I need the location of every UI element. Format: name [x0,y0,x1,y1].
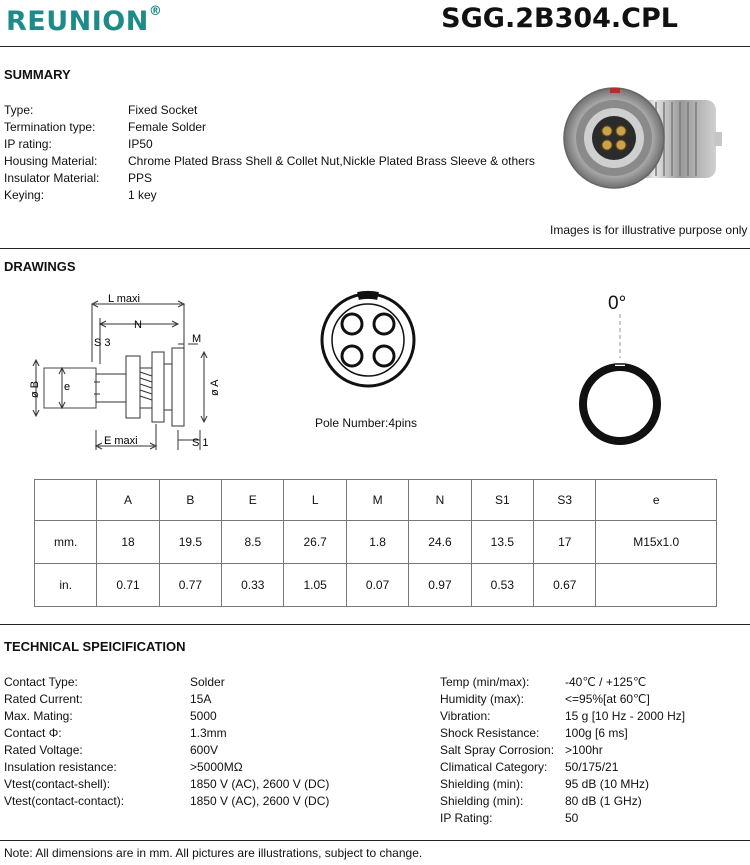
spec-left-value: 1850 V (AC), 2600 V (DC) [190,794,330,808]
table-cell: 17 [534,521,596,564]
spec-left-value: 600V [190,743,219,757]
registered-mark: ® [148,4,163,19]
spec-right-label: IP Rating: [440,811,493,825]
table-header-cell [35,480,97,521]
summary-divider [0,248,750,249]
table-cell: 0.97 [409,564,471,607]
table-header-cell: S3 [534,480,596,521]
spec-left-value: 1850 V (AC), 2600 V (DC) [190,777,330,791]
image-caption: Images is for illustrative purpose only [550,223,748,237]
spec-right-label: Salt Spray Corrosion: [440,743,555,757]
spec-left-label: Insulation resistance: [4,760,117,774]
spec-right-value: 50 [565,811,579,825]
summary-label: Type: [4,103,34,117]
e-label: e [64,381,71,393]
table-row [35,564,717,607]
footer-note: Note: All dimensions are in mm. All pictures are illustrations, subject to change. [4,846,423,860]
spec-left-value: 1.3mm [190,726,227,740]
e-maxi-label: E maxi [104,435,138,447]
table-cell: 0.67 [534,564,596,607]
summary-label: Termination type: [4,120,96,134]
spec-right-label: Shielding (min): [440,777,524,791]
table-header-cell: S1 [471,480,533,521]
table-header-cell: L [284,480,346,521]
table-cell: 19.5 [159,521,221,564]
spec-right-value: -40℃ / +125℃ [565,675,647,689]
brand-name: REUNION [6,6,149,37]
summary-value: PPS [128,171,153,185]
drawings-title: DRAWINGS [4,259,76,274]
spec-right-value: 80 dB (1 GHz) [565,794,642,808]
keying-ring-drawing [570,310,670,460]
drawings-divider [0,624,750,625]
summary-value: 1 key [128,188,157,202]
l-maxi-label: L maxi [108,293,140,305]
n-label: N [134,319,142,331]
side-view-drawing [28,290,238,460]
spec-right-value: <=95%[at 60℃] [565,692,650,706]
table-cell: 0.77 [159,564,221,607]
table-header-cell: M [346,480,408,521]
summary-value: Female Solder [128,120,207,134]
spec-right-value: >100hr [565,743,603,757]
summary-label: Insulator Material: [4,171,100,185]
table-header-cell: B [159,480,221,521]
table-header-cell: N [409,480,471,521]
table-cell: 8.5 [222,521,284,564]
s1-label: S 1 [192,437,209,449]
spec-left-label: Contact Type: [4,675,78,689]
dimensions-table [34,479,717,607]
table-header-cell: e [596,480,717,521]
summary-value: Chrome Plated Brass Shell & Collet Nut,Nickle Plated Brass Sleeve & others [128,154,535,168]
table-cell: 24.6 [409,521,471,564]
header-divider [0,46,750,47]
summary-label: Keying: [4,188,45,202]
spec-right-label: Temp (min/max): [440,675,530,689]
brand-logo [6,6,162,37]
angle-label: 0° [608,293,627,314]
table-cell: 13.5 [471,521,533,564]
summary-label: Housing Material: [4,154,98,168]
table-cell: mm. [35,521,97,564]
spec-left-label: Rated Voltage: [4,743,83,757]
spec-right-label: Shielding (min): [440,794,524,808]
part-number: SGG.2B304.CPL [441,3,678,34]
table-cell [596,564,717,607]
spec-right-value: 50/175/21 [565,760,619,774]
spec-right-value: 95 dB (10 MHz) [565,777,650,791]
table-row [35,521,717,564]
spec-left-label: Rated Current: [4,692,83,706]
spec-left-value: >5000MΩ [190,760,243,774]
table-cell: 0.71 [97,564,159,607]
s3-label: S 3 [94,337,111,349]
spec-left-label: Contact Φ: [4,726,62,740]
table-cell: 18 [97,521,159,564]
pole-face-drawing [318,290,418,390]
technical-title: TECHNICAL SPEICIFICATION [4,639,186,654]
table-cell: 1.8 [346,521,408,564]
pole-number-caption: Pole Number:4pins [315,416,418,430]
footer-divider [0,840,750,841]
table-header-cell: E [222,480,284,521]
spec-left-label: Vtest(contact-shell): [4,777,111,791]
spec-right-label: Shock Resistance: [440,726,540,740]
spec-right-label: Vibration: [440,709,491,723]
table-cell: 0.33 [222,564,284,607]
summary-list [0,103,540,213]
table-cell: M15x1.0 [596,521,717,564]
table-cell: 0.07 [346,564,408,607]
spec-right-value: 100g [6 ms] [565,726,628,740]
spec-left-value: Solder [190,675,225,689]
spec-right-value: 15 g [10 Hz - 2000 Hz] [565,709,686,723]
spec-left-label: Max. Mating: [4,709,73,723]
table-cell: 0.53 [471,564,533,607]
connector-photo [558,74,728,204]
table-cell: 1.05 [284,564,346,607]
table-header-cell: A [97,480,159,521]
phi-b-label: ø B [29,380,41,398]
spec-left-value: 5000 [190,709,217,723]
table-cell: 26.7 [284,521,346,564]
summary-value: IP50 [128,137,153,151]
summary-label: IP rating: [4,137,52,151]
spec-left-label: Vtest(contact-contact): [4,794,125,808]
spec-right-label: Humidity (max): [440,692,525,706]
table-header-row [35,480,717,521]
summary-value: Fixed Socket [128,103,198,117]
summary-title: SUMMARY [4,67,71,82]
m-label: M [192,333,202,345]
phi-a-label: ø A [209,379,221,396]
spec-left-value: 15A [190,692,212,706]
spec-right-label: Climatical Category: [440,760,548,774]
table-cell: in. [35,564,97,607]
